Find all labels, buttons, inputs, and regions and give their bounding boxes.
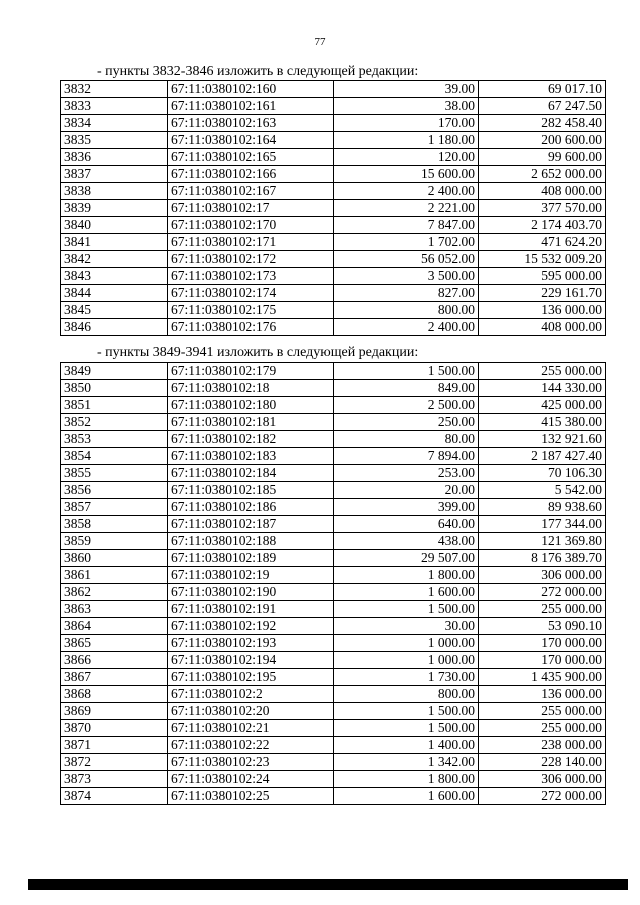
value-cell: 306 000.00	[479, 567, 606, 584]
cadastral-number-cell: 67:11:0380102:172	[168, 251, 334, 268]
value-cell: 121 369.80	[479, 533, 606, 550]
cadastral-number-cell: 67:11:0380102:163	[168, 115, 334, 132]
area-cell: 120.00	[334, 149, 479, 166]
table-row	[61, 397, 606, 414]
cadastral-number-cell: 67:11:0380102:166	[168, 166, 334, 183]
area-cell: 15 600.00	[334, 166, 479, 183]
value-cell: 425 000.00	[479, 397, 606, 414]
cadastral-number-cell: 67:11:0380102:176	[168, 319, 334, 336]
area-cell: 1 800.00	[334, 771, 479, 788]
item-number-cell: 3873	[61, 771, 168, 788]
table-row	[61, 98, 606, 115]
item-number-cell: 3851	[61, 397, 168, 414]
table-row	[61, 132, 606, 149]
item-number-cell: 3850	[61, 380, 168, 397]
table-row	[61, 465, 606, 482]
cadastral-number-cell: 67:11:0380102:173	[168, 268, 334, 285]
item-number-cell: 3836	[61, 149, 168, 166]
table-row	[61, 550, 606, 567]
area-cell: 800.00	[334, 686, 479, 703]
item-number-cell: 3856	[61, 482, 168, 499]
value-cell: 8 176 389.70	[479, 550, 606, 567]
area-cell: 1 180.00	[334, 132, 479, 149]
area-cell: 7 847.00	[334, 217, 479, 234]
table-row	[61, 754, 606, 771]
area-cell: 20.00	[334, 482, 479, 499]
item-number-cell: 3833	[61, 98, 168, 115]
value-cell: 89 938.60	[479, 499, 606, 516]
item-number-cell: 3840	[61, 217, 168, 234]
value-cell: 177 344.00	[479, 516, 606, 533]
area-cell: 1 400.00	[334, 737, 479, 754]
cadastral-number-cell: 67:11:0380102:181	[168, 414, 334, 431]
area-cell: 170.00	[334, 115, 479, 132]
table-row	[61, 166, 606, 183]
cadastral-number-cell: 67:11:0380102:18	[168, 380, 334, 397]
value-cell: 1 435 900.00	[479, 669, 606, 686]
value-cell: 136 000.00	[479, 686, 606, 703]
value-cell: 53 090.10	[479, 618, 606, 635]
area-cell: 80.00	[334, 431, 479, 448]
value-cell: 255 000.00	[479, 703, 606, 720]
value-cell: 5 542.00	[479, 482, 606, 499]
item-number-cell: 3837	[61, 166, 168, 183]
cadastral-number-cell: 67:11:0380102:192	[168, 618, 334, 635]
cadastral-number-cell: 67:11:0380102:171	[168, 234, 334, 251]
table-row	[61, 618, 606, 635]
area-cell: 1 342.00	[334, 754, 479, 771]
value-cell: 255 000.00	[479, 363, 606, 380]
table-row	[61, 601, 606, 618]
area-cell: 3 500.00	[334, 268, 479, 285]
table-row	[61, 635, 606, 652]
section-2-table	[60, 362, 606, 805]
cadastral-number-cell: 67:11:0380102:175	[168, 302, 334, 319]
table-row	[61, 200, 606, 217]
table-row	[61, 516, 606, 533]
table-row	[61, 737, 606, 754]
value-cell: 2 652 000.00	[479, 166, 606, 183]
item-number-cell: 3874	[61, 788, 168, 805]
value-cell: 282 458.40	[479, 115, 606, 132]
item-number-cell: 3867	[61, 669, 168, 686]
table-row	[61, 363, 606, 380]
value-cell: 2 174 403.70	[479, 217, 606, 234]
cadastral-number-cell: 67:11:0380102:19	[168, 567, 334, 584]
cadastral-number-cell: 67:11:0380102:24	[168, 771, 334, 788]
value-cell: 377 570.00	[479, 200, 606, 217]
value-cell: 99 600.00	[479, 149, 606, 166]
item-number-cell: 3853	[61, 431, 168, 448]
item-number-cell: 3860	[61, 550, 168, 567]
item-number-cell: 3864	[61, 618, 168, 635]
area-cell: 2 400.00	[334, 319, 479, 336]
item-number-cell: 3839	[61, 200, 168, 217]
area-cell: 1 600.00	[334, 584, 479, 601]
cadastral-number-cell: 67:11:0380102:188	[168, 533, 334, 550]
value-cell: 408 000.00	[479, 319, 606, 336]
value-cell: 415 380.00	[479, 414, 606, 431]
item-number-cell: 3832	[61, 81, 168, 98]
area-cell: 1 730.00	[334, 669, 479, 686]
cadastral-number-cell: 67:11:0380102:174	[168, 285, 334, 302]
value-cell: 255 000.00	[479, 720, 606, 737]
cadastral-number-cell: 67:11:0380102:164	[168, 132, 334, 149]
area-cell: 399.00	[334, 499, 479, 516]
item-number-cell: 3844	[61, 285, 168, 302]
value-cell: 306 000.00	[479, 771, 606, 788]
item-number-cell: 3846	[61, 319, 168, 336]
table-row	[61, 319, 606, 336]
cadastral-number-cell: 67:11:0380102:161	[168, 98, 334, 115]
area-cell: 827.00	[334, 285, 479, 302]
item-number-cell: 3870	[61, 720, 168, 737]
cadastral-number-cell: 67:11:0380102:165	[168, 149, 334, 166]
item-number-cell: 3852	[61, 414, 168, 431]
area-cell: 1 000.00	[334, 635, 479, 652]
cadastral-number-cell: 67:11:0380102:185	[168, 482, 334, 499]
area-cell: 253.00	[334, 465, 479, 482]
area-cell: 30.00	[334, 618, 479, 635]
value-cell: 67 247.50	[479, 98, 606, 115]
area-cell: 438.00	[334, 533, 479, 550]
item-number-cell: 3849	[61, 363, 168, 380]
section-1-table	[60, 80, 606, 336]
table-row	[61, 499, 606, 516]
table-row	[61, 251, 606, 268]
value-cell: 136 000.00	[479, 302, 606, 319]
area-cell: 640.00	[334, 516, 479, 533]
item-number-cell: 3834	[61, 115, 168, 132]
value-cell: 408 000.00	[479, 183, 606, 200]
cadastral-number-cell: 67:11:0380102:22	[168, 737, 334, 754]
item-number-cell: 3862	[61, 584, 168, 601]
value-cell: 170 000.00	[479, 635, 606, 652]
table-row	[61, 183, 606, 200]
section-1-table-body	[61, 81, 606, 336]
value-cell: 272 000.00	[479, 788, 606, 805]
cadastral-number-cell: 67:11:0380102:25	[168, 788, 334, 805]
cadastral-number-cell: 67:11:0380102:182	[168, 431, 334, 448]
value-cell: 144 330.00	[479, 380, 606, 397]
table-row	[61, 380, 606, 397]
area-cell: 1 500.00	[334, 601, 479, 618]
item-number-cell: 3845	[61, 302, 168, 319]
table-row	[61, 652, 606, 669]
cadastral-number-cell: 67:11:0380102:183	[168, 448, 334, 465]
table-row	[61, 720, 606, 737]
item-number-cell: 3866	[61, 652, 168, 669]
section-2-title: - пункты 3849-3941 изложить в следующей редакции:	[97, 345, 419, 360]
area-cell: 1 800.00	[334, 567, 479, 584]
value-cell: 200 600.00	[479, 132, 606, 149]
value-cell: 255 000.00	[479, 601, 606, 618]
area-cell: 29 507.00	[334, 550, 479, 567]
value-cell: 238 000.00	[479, 737, 606, 754]
item-number-cell: 3865	[61, 635, 168, 652]
cadastral-number-cell: 67:11:0380102:170	[168, 217, 334, 234]
item-number-cell: 3859	[61, 533, 168, 550]
item-number-cell: 3868	[61, 686, 168, 703]
item-number-cell: 3838	[61, 183, 168, 200]
cadastral-number-cell: 67:11:0380102:179	[168, 363, 334, 380]
value-cell: 229 161.70	[479, 285, 606, 302]
item-number-cell: 3854	[61, 448, 168, 465]
cadastral-number-cell: 67:11:0380102:184	[168, 465, 334, 482]
table-row	[61, 431, 606, 448]
area-cell: 250.00	[334, 414, 479, 431]
section-1-title: - пункты 3832-3846 изложить в следующей редакции:	[97, 64, 419, 79]
value-cell: 170 000.00	[479, 652, 606, 669]
cadastral-number-cell: 67:11:0380102:190	[168, 584, 334, 601]
value-cell: 228 140.00	[479, 754, 606, 771]
item-number-cell: 3869	[61, 703, 168, 720]
item-number-cell: 3842	[61, 251, 168, 268]
table-row	[61, 533, 606, 550]
area-cell: 7 894.00	[334, 448, 479, 465]
item-number-cell: 3863	[61, 601, 168, 618]
cadastral-number-cell: 67:11:0380102:23	[168, 754, 334, 771]
table-row	[61, 115, 606, 132]
table-row	[61, 703, 606, 720]
item-number-cell: 3857	[61, 499, 168, 516]
table-row	[61, 686, 606, 703]
area-cell: 56 052.00	[334, 251, 479, 268]
section-2-table-body	[61, 363, 606, 805]
table-row	[61, 81, 606, 98]
item-number-cell: 3855	[61, 465, 168, 482]
cadastral-number-cell: 67:11:0380102:189	[168, 550, 334, 567]
value-cell: 272 000.00	[479, 584, 606, 601]
item-number-cell: 3843	[61, 268, 168, 285]
table-row	[61, 771, 606, 788]
table-row	[61, 285, 606, 302]
table-row	[61, 302, 606, 319]
item-number-cell: 3872	[61, 754, 168, 771]
table-row	[61, 669, 606, 686]
area-cell: 1 000.00	[334, 652, 479, 669]
value-cell: 2 187 427.40	[479, 448, 606, 465]
table-row	[61, 268, 606, 285]
area-cell: 2 221.00	[334, 200, 479, 217]
area-cell: 800.00	[334, 302, 479, 319]
cadastral-number-cell: 67:11:0380102:180	[168, 397, 334, 414]
item-number-cell: 3861	[61, 567, 168, 584]
cadastral-number-cell: 67:11:0380102:195	[168, 669, 334, 686]
table-row	[61, 788, 606, 805]
area-cell: 1 500.00	[334, 703, 479, 720]
cadastral-number-cell: 67:11:0380102:17	[168, 200, 334, 217]
value-cell: 15 532 009.20	[479, 251, 606, 268]
table-row	[61, 584, 606, 601]
table-row	[61, 567, 606, 584]
table-row	[61, 217, 606, 234]
area-cell: 1 702.00	[334, 234, 479, 251]
value-cell: 132 921.60	[479, 431, 606, 448]
value-cell: 471 624.20	[479, 234, 606, 251]
cadastral-number-cell: 67:11:0380102:194	[168, 652, 334, 669]
table-row	[61, 414, 606, 431]
value-cell: 70 106.30	[479, 465, 606, 482]
area-cell: 2 400.00	[334, 183, 479, 200]
cadastral-number-cell: 67:11:0380102:160	[168, 81, 334, 98]
area-cell: 1 500.00	[334, 720, 479, 737]
cadastral-number-cell: 67:11:0380102:21	[168, 720, 334, 737]
item-number-cell: 3835	[61, 132, 168, 149]
cadastral-number-cell: 67:11:0380102:193	[168, 635, 334, 652]
area-cell: 1 600.00	[334, 788, 479, 805]
bottom-rule	[28, 879, 628, 890]
value-cell: 69 017.10	[479, 81, 606, 98]
area-cell: 39.00	[334, 81, 479, 98]
table-row	[61, 482, 606, 499]
area-cell: 38.00	[334, 98, 479, 115]
area-cell: 849.00	[334, 380, 479, 397]
cadastral-number-cell: 67:11:0380102:2	[168, 686, 334, 703]
item-number-cell: 3871	[61, 737, 168, 754]
item-number-cell: 3858	[61, 516, 168, 533]
value-cell: 595 000.00	[479, 268, 606, 285]
cadastral-number-cell: 67:11:0380102:191	[168, 601, 334, 618]
item-number-cell: 3841	[61, 234, 168, 251]
cadastral-number-cell: 67:11:0380102:187	[168, 516, 334, 533]
table-row	[61, 149, 606, 166]
area-cell: 2 500.00	[334, 397, 479, 414]
cadastral-number-cell: 67:11:0380102:167	[168, 183, 334, 200]
cadastral-number-cell: 67:11:0380102:186	[168, 499, 334, 516]
area-cell: 1 500.00	[334, 363, 479, 380]
table-row	[61, 448, 606, 465]
table-row	[61, 234, 606, 251]
cadastral-number-cell: 67:11:0380102:20	[168, 703, 334, 720]
page-number: 77	[314, 36, 326, 48]
